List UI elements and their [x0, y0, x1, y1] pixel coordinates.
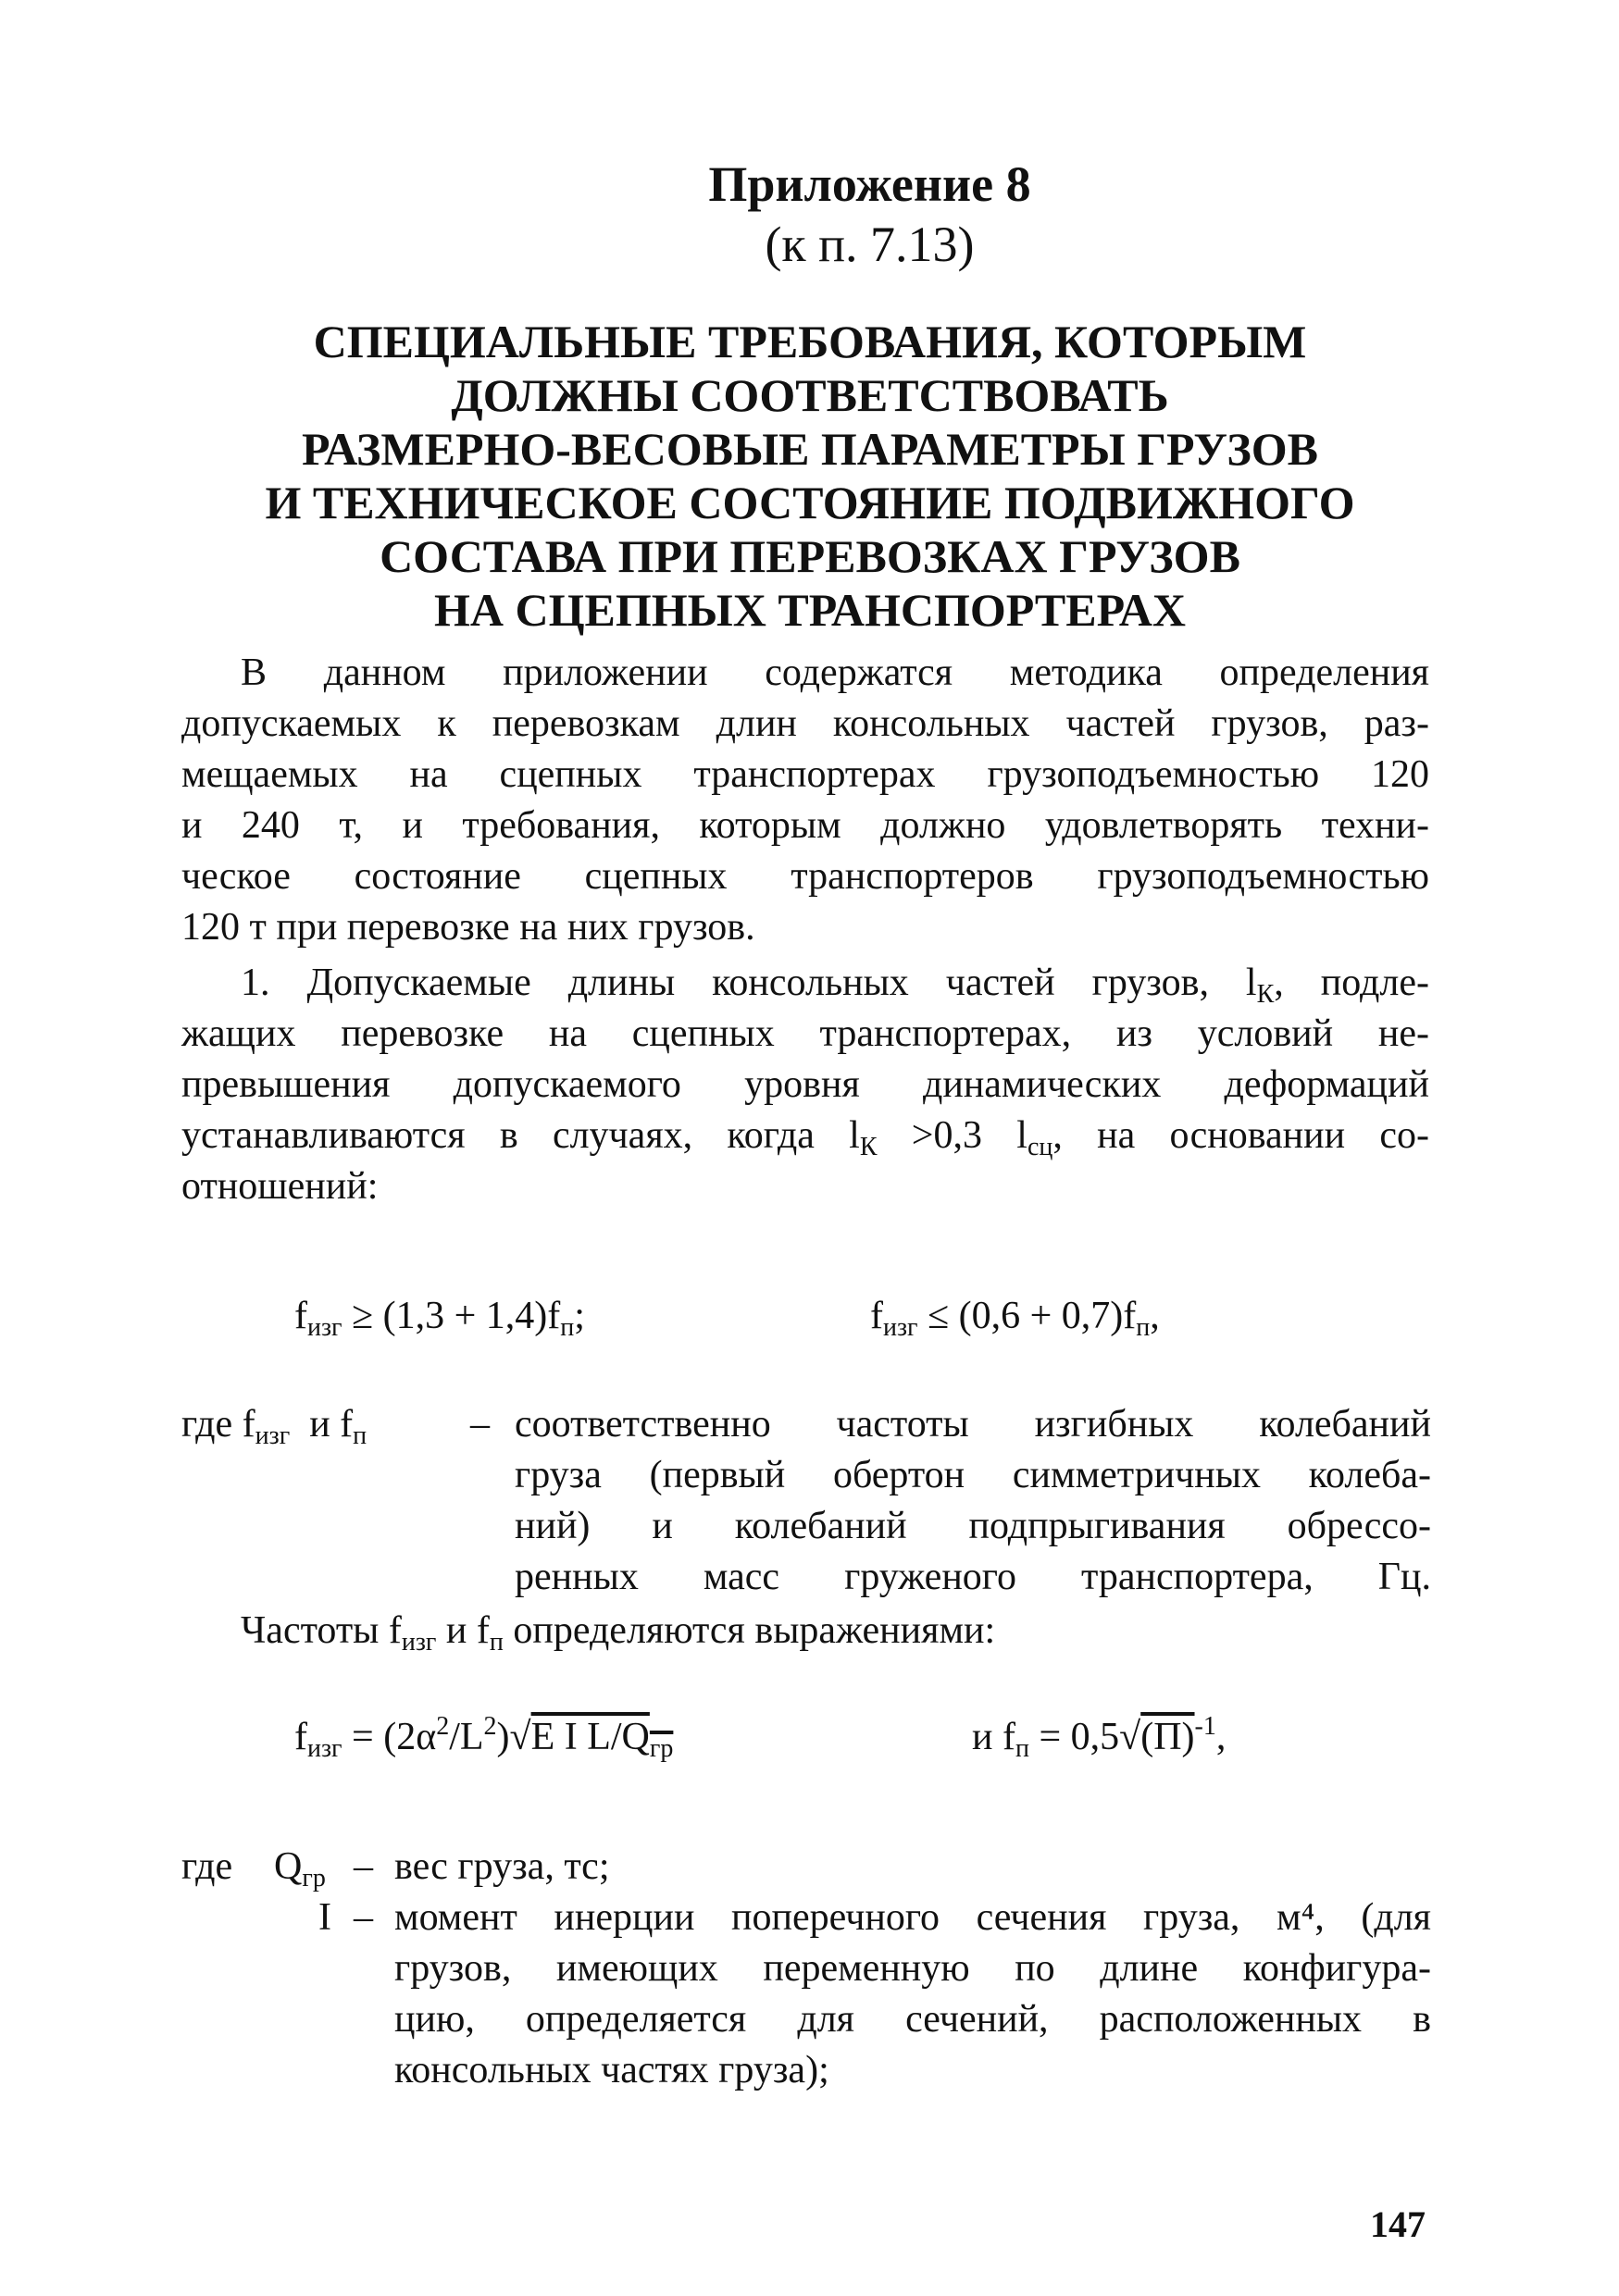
subscript: изг — [307, 1734, 342, 1763]
paragraph-line: превышения допускаемого уровня динамических деформаций — [181, 1063, 1429, 1106]
text-run: ≤ (0,6 + 0,7)f — [917, 1295, 1137, 1337]
subscript: сц — [1027, 1133, 1053, 1161]
subscript: К — [1256, 980, 1275, 1009]
description-line: груза (первый обертон симметричных колеба- — [515, 1454, 1431, 1496]
text-run: устанавливаются в случаях, когда l — [181, 1114, 860, 1157]
subscript: К — [859, 1133, 878, 1161]
paragraph-line — [181, 958, 1429, 1009]
text-run: f — [242, 1403, 255, 1446]
description-line: момент инерции поперечного сечения груза, м⁴, (для — [394, 1896, 1431, 1939]
text-run: 1. Допускаемые длины консольных частей грузов, l — [241, 962, 1257, 1004]
where-clause-variables — [181, 1842, 1431, 2110]
description-line: консольных частях груза); — [394, 2049, 829, 2091]
title-line: СПЕЦИАЛЬНЫЕ ТРЕБОВАНИЯ, КОТОРЫМ — [313, 316, 1307, 367]
title-line: НА СЦЕПНЫХ ТРАНСПОРТЕРАХ — [434, 584, 1186, 636]
text-run: Q — [274, 1845, 303, 1888]
title-line: СОСТАВА ПРИ ПЕРЕВОЗКАХ ГРУЗОВ — [380, 530, 1240, 582]
superscript: 2 — [483, 1712, 497, 1741]
text-run: E I L/Q — [530, 1716, 650, 1758]
definition-dash: – — [354, 1896, 373, 1939]
formula-bounce-frequency — [972, 1712, 1226, 1763]
where-clause-frequencies — [181, 1399, 1431, 1621]
paragraph-line: допускаемых к перевозкам длин консольных частей грузов, раз- — [181, 702, 1429, 745]
text-run: /L — [449, 1716, 484, 1758]
paragraph-line: и 240 т, и требования, которым должно удовлетворять техни- — [181, 804, 1429, 847]
subscript: п — [560, 1313, 575, 1342]
text-run: ; — [574, 1295, 585, 1337]
subscript: п — [1136, 1313, 1151, 1342]
text-run: f — [294, 1716, 307, 1758]
frequency-sentence — [241, 1606, 995, 1657]
paragraph-line: 120 т при перевозке на них грузов. — [181, 906, 755, 949]
paragraph-line: отношений: — [181, 1165, 379, 1208]
subscript: изг — [307, 1313, 342, 1342]
where-term — [181, 1399, 367, 1450]
text-run: = 0,5√ — [1028, 1716, 1141, 1758]
subscript: изг — [401, 1628, 437, 1657]
subscript: изг — [883, 1313, 918, 1342]
text-run: , на основании со- — [1052, 1114, 1429, 1157]
definition-dash: – — [354, 1845, 373, 1888]
text-run: )√ — [496, 1716, 531, 1758]
definition-description — [394, 1842, 1431, 1893]
text-run: , — [1150, 1295, 1160, 1337]
radicand — [530, 1716, 674, 1763]
paragraph-line: мещаемых на сцепных транспортерах грузоподъемностью 120 — [181, 753, 1429, 796]
item-1-paragraph — [181, 958, 1429, 1212]
description-line: ний) и колебаний подпрыгивания обрессо- — [515, 1505, 1431, 1547]
title-line: И ТЕХНИЧЕСКОЕ СОСТОЯНИЕ ПОДВИЖНОГО — [265, 477, 1355, 528]
description-line: цию, определяется для сечений, расположенных в — [394, 1998, 1431, 2041]
text-run: >0,3 l — [877, 1114, 1027, 1157]
appendix-title: Приложение 8 — [708, 156, 1031, 212]
text-run: ≥ (1,3 + 1,4)f — [342, 1295, 561, 1337]
text-run: = (2α — [342, 1716, 437, 1758]
formula-inequality-left — [294, 1291, 585, 1342]
paragraph-line: ческое состояние сцепных транспортеров грузоподъемностью — [181, 855, 1429, 898]
document-title — [167, 315, 1453, 637]
paragraph-line — [181, 1111, 1429, 1161]
appendix-reference: (к п. 7.13) — [765, 217, 975, 272]
subscript: гр — [649, 1734, 674, 1763]
where-dash: – — [470, 1403, 490, 1446]
title-line: РАЗМЕРНО-ВЕСОВЫЕ ПАРАМЕТРЫ ГРУЗОВ — [302, 423, 1318, 475]
description-line: соответственно частоты изгибных колебаний — [515, 1403, 1431, 1446]
radicand: (П) — [1140, 1716, 1195, 1758]
description-line: вес груза, тс; — [394, 1845, 610, 1888]
subscript: гр — [302, 1864, 326, 1893]
text-run: f — [870, 1295, 883, 1337]
text-run: f — [340, 1403, 354, 1446]
paragraph-line: В данном приложении содержатся методика определения — [241, 652, 1429, 694]
subscript: изг — [255, 1421, 291, 1450]
definition-term: I — [318, 1896, 331, 1939]
superscript: 2 — [436, 1712, 450, 1741]
text-run: определяются выражениями: — [503, 1609, 996, 1652]
description-line: ренных масс груженого транспортера, Гц. — [515, 1556, 1431, 1598]
text-run: , — [1215, 1716, 1227, 1758]
subscript: п — [489, 1628, 504, 1657]
text-run: и f — [972, 1716, 1015, 1758]
text-run: и — [309, 1403, 330, 1446]
definition-description — [394, 1893, 1431, 2096]
intro-paragraph — [181, 648, 1429, 953]
title-line: ДОЛЖНЫ СООТВЕТСТВОВАТЬ — [451, 369, 1169, 421]
formula-inequality-right — [870, 1291, 1160, 1342]
formula-bending-frequency — [294, 1712, 673, 1763]
paragraph-line: жащих перевозке на сцепных транспортерах, из условий не- — [181, 1012, 1429, 1055]
text-run: Частоты f — [241, 1609, 402, 1652]
definition-term — [274, 1842, 326, 1893]
subscript: п — [353, 1421, 367, 1450]
description-line: грузов, имеющих переменную по длине конфигура- — [394, 1947, 1431, 1990]
text-run: и f — [436, 1609, 490, 1652]
subscript: п — [1015, 1734, 1029, 1763]
superscript: -1 — [1194, 1712, 1216, 1741]
text-run: где — [181, 1403, 233, 1446]
page-number: 147 — [1370, 2203, 1426, 2245]
text-run: , подле- — [1274, 962, 1429, 1004]
text-run: f — [294, 1295, 307, 1337]
where-description — [515, 1399, 1431, 1603]
where-lead: где — [181, 1845, 233, 1888]
